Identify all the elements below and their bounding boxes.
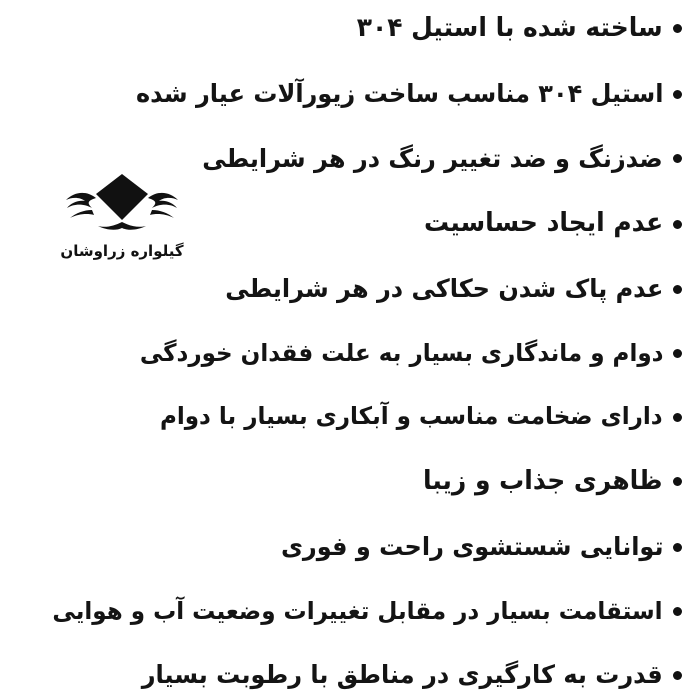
feature-text: توانایی شستشوی راحت و فوری bbox=[280, 531, 663, 561]
feature-text: ساخته شده با استیل ۳۰۴ bbox=[357, 13, 663, 43]
feature-text: دوام و ماندگاری بسیار به علت فقدان خوردگی bbox=[139, 338, 663, 367]
list-item bbox=[18, 275, 682, 304]
bullet-icon bbox=[673, 607, 682, 616]
list-item bbox=[18, 467, 682, 497]
feature-text: ضدزنگ و ضد تغییر رنگ در هر شرایطی bbox=[202, 143, 663, 173]
feature-text: دارای ضخامت مناسب و آبکاری بسیار با دوام bbox=[160, 402, 663, 431]
bullet-icon bbox=[673, 90, 682, 99]
feature-text: استیل ۳۰۴ مناسب ساخت زیورآلات عیار شده bbox=[135, 78, 663, 108]
bullet-icon bbox=[673, 285, 682, 294]
list-item bbox=[18, 403, 682, 431]
bullet-icon bbox=[673, 477, 682, 486]
list-item bbox=[18, 533, 682, 562]
feature-text: عدم پاک شدن حکاکی در هر شرایطی bbox=[224, 274, 663, 304]
bullet-icon bbox=[673, 349, 682, 358]
list-item bbox=[18, 80, 682, 109]
brand-logo bbox=[52, 168, 192, 260]
bullet-icon bbox=[673, 543, 682, 552]
bullet-icon bbox=[673, 154, 682, 163]
feature-text: قدرت به کارگیری در مناطق با رطوبت بسیار bbox=[141, 660, 663, 690]
feature-text: استقامت بسیار در مقابل تغییرات وضعیت آب و هوایی bbox=[52, 596, 663, 625]
feature-text: عدم ایجاد حساسیت bbox=[423, 208, 663, 239]
brand-name: گیلواره زراوشان bbox=[60, 242, 184, 260]
list-item bbox=[18, 340, 682, 368]
list-item bbox=[18, 598, 682, 626]
feature-text: ظاهری جذاب و زیبا bbox=[423, 466, 663, 496]
bullet-icon bbox=[673, 671, 682, 680]
list-item bbox=[18, 14, 682, 44]
bullet-icon bbox=[673, 413, 682, 422]
bullet-icon bbox=[673, 24, 682, 33]
bullet-icon bbox=[673, 220, 682, 229]
ornamental-monogram-logo-icon bbox=[52, 168, 192, 238]
list-item bbox=[18, 661, 682, 690]
